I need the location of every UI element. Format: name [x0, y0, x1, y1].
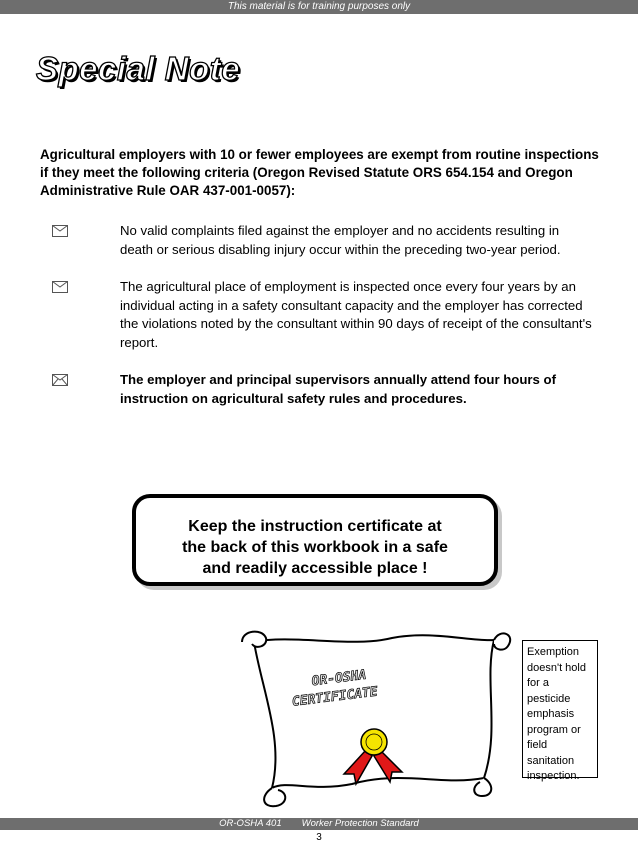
certificate-callout [132, 494, 498, 586]
callout-line: the back of this workbook in a safe [182, 539, 448, 556]
page-number: 3 [316, 832, 322, 843]
certificate-line2: CERTIFICATE [291, 684, 379, 710]
callout-line: Keep the instruction certificate at [188, 518, 442, 535]
footer-banner [0, 818, 638, 830]
seal-icon [361, 729, 387, 755]
callout-line: and readily accessible place ! [202, 560, 428, 577]
certificate-line1: OR-OSHA [310, 667, 368, 690]
exemption-note: Exemption doesn't hold for a pesticide emphasis program or field sanitation inspection. [522, 640, 598, 778]
criteria-text: The agricultural place of employment is inspected once every four years by an individual acting in a safety consultant capacity and the employer has corrected the violations noted by the consultant within 90 days of receipt of the consultant's report. [120, 279, 592, 350]
certificate-scroll-illustration [232, 620, 512, 810]
envelope-icon [52, 225, 68, 237]
footer-title: Worker Protection Standard [301, 818, 419, 829]
intro-paragraph: Agricultural employers with 10 or fewer employees are exempt from routine inspections if they meet the following criteria (Oregon Revised Statute ORS 654.154 and Oregon Administrative Rule OAR 437-001-0057): [40, 147, 599, 198]
envelope-icon [52, 374, 68, 386]
footer-course: OR-OSHA 401 [219, 818, 282, 829]
envelope-icon [52, 281, 68, 293]
page-title: Special Note [36, 50, 241, 87]
callout-text [136, 516, 494, 579]
criteria-text: The employer and principal supervisors annually attend four hours of instruction on agricultural safety rules and procedures. [120, 372, 556, 406]
criteria-text: No valid complaints filed against the employer and no accidents resulting in death or serious disabling injury occur within the preceding two-year period. [120, 223, 561, 257]
header-banner: This material is for training purposes only [0, 0, 638, 14]
